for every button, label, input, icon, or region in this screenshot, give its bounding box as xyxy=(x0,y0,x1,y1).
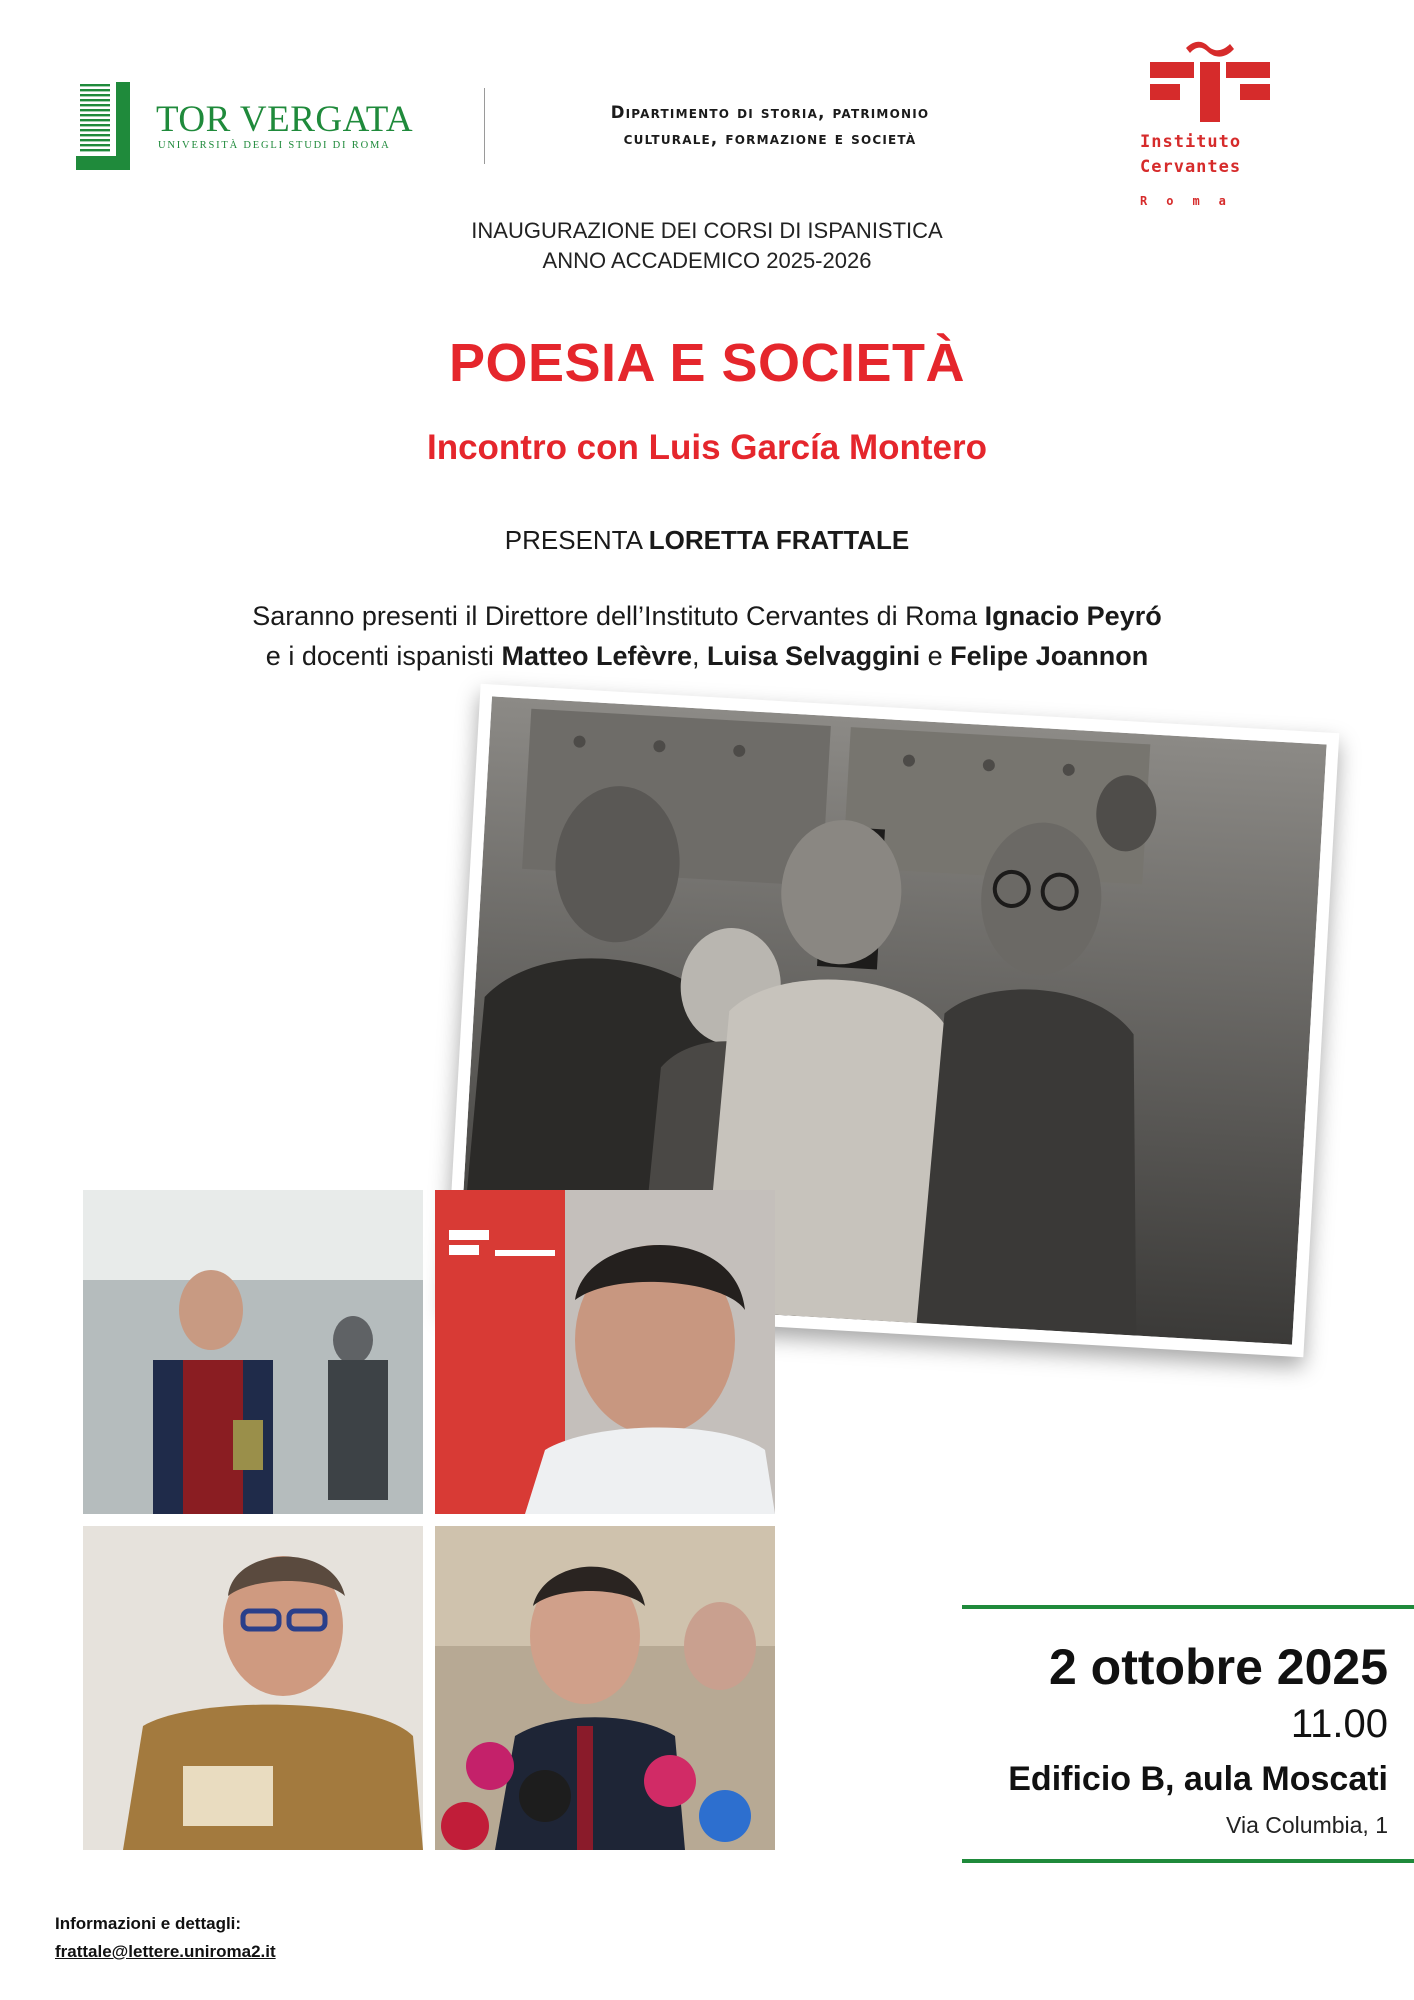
academic-year-line: ANNO ACCADEMICO 2025-2026 xyxy=(542,248,872,273)
presenta-label: PRESENTA xyxy=(504,525,642,555)
photo-tile-press xyxy=(435,1526,775,1850)
separator-and: e xyxy=(927,641,943,671)
department-name xyxy=(520,100,1020,152)
attendees-paragraph xyxy=(0,596,1414,676)
inauguration-heading xyxy=(0,216,1414,276)
header-divider xyxy=(484,88,485,164)
attendees-intro-text: Saranno presenti il Direttore dell’Instituto Cervantes di Roma xyxy=(252,601,978,631)
hallway-photo-image xyxy=(83,1190,423,1514)
cervantes-name-line-1: Instituto xyxy=(1140,132,1242,152)
event-subtitle: Incontro con Luis García Montero xyxy=(426,428,988,467)
event-title: POESIA E SOCIETÀ xyxy=(448,333,966,393)
presenter-line xyxy=(0,525,1414,556)
cervantes-city: Roma xyxy=(1140,194,1245,208)
presenter-name: LORETTA FRATTALE xyxy=(648,525,910,555)
info-label: Informazioni e dettagli: xyxy=(55,1914,242,1933)
photo-tile-hallway xyxy=(83,1190,423,1514)
department-line-1: Dipartimento di storia, patrimonio xyxy=(610,103,930,122)
university-name: TOR VERGATA xyxy=(156,99,414,140)
attendees-line-2 xyxy=(0,636,1414,676)
professor-name-1: Matteo Lefèvre xyxy=(501,641,693,671)
professor-name-2: Luisa Selvaggini xyxy=(707,641,921,671)
reading-photo-image xyxy=(83,1526,423,1850)
director-name: Ignacio Peyró xyxy=(984,601,1162,631)
attendees-line-1 xyxy=(0,596,1414,636)
contact-email-link[interactable]: frattale@lettere.uniroma2.it xyxy=(55,1942,276,1961)
event-venue: Edificio B, aula Moscati xyxy=(1008,1760,1388,1798)
photo-tile-cervantes-portrait xyxy=(435,1190,775,1514)
separator-comma: , xyxy=(692,641,700,671)
university-subtitle: UNIVERSITÀ DEGLI STUDI DI ROMA xyxy=(158,140,391,151)
event-date: 2 ottobre 2025 xyxy=(1048,1639,1388,1695)
details-bottom-rule xyxy=(962,1859,1414,1863)
tor-vergata-logo-icon xyxy=(76,82,142,170)
event-address: Via Columbia, 1 xyxy=(1226,1812,1388,1838)
professor-name-3: Felipe Joannon xyxy=(950,641,1149,671)
inauguration-line-1: INAUGURAZIONE DEI CORSI DI ISPANISTICA xyxy=(471,218,943,243)
event-time: 11.00 xyxy=(1290,1702,1388,1746)
details-top-rule xyxy=(962,1605,1414,1609)
photo-tile-reading xyxy=(83,1526,423,1850)
instituto-cervantes-logo-icon xyxy=(1150,40,1270,122)
cervantes-portrait-image xyxy=(435,1190,775,1514)
cervantes-name-line-2: Cervantes xyxy=(1140,157,1242,177)
department-line-2: culturale, formazione e società xyxy=(623,129,917,148)
professors-intro-text: e i docenti ispanisti xyxy=(265,641,494,671)
press-photo-image xyxy=(435,1526,775,1850)
